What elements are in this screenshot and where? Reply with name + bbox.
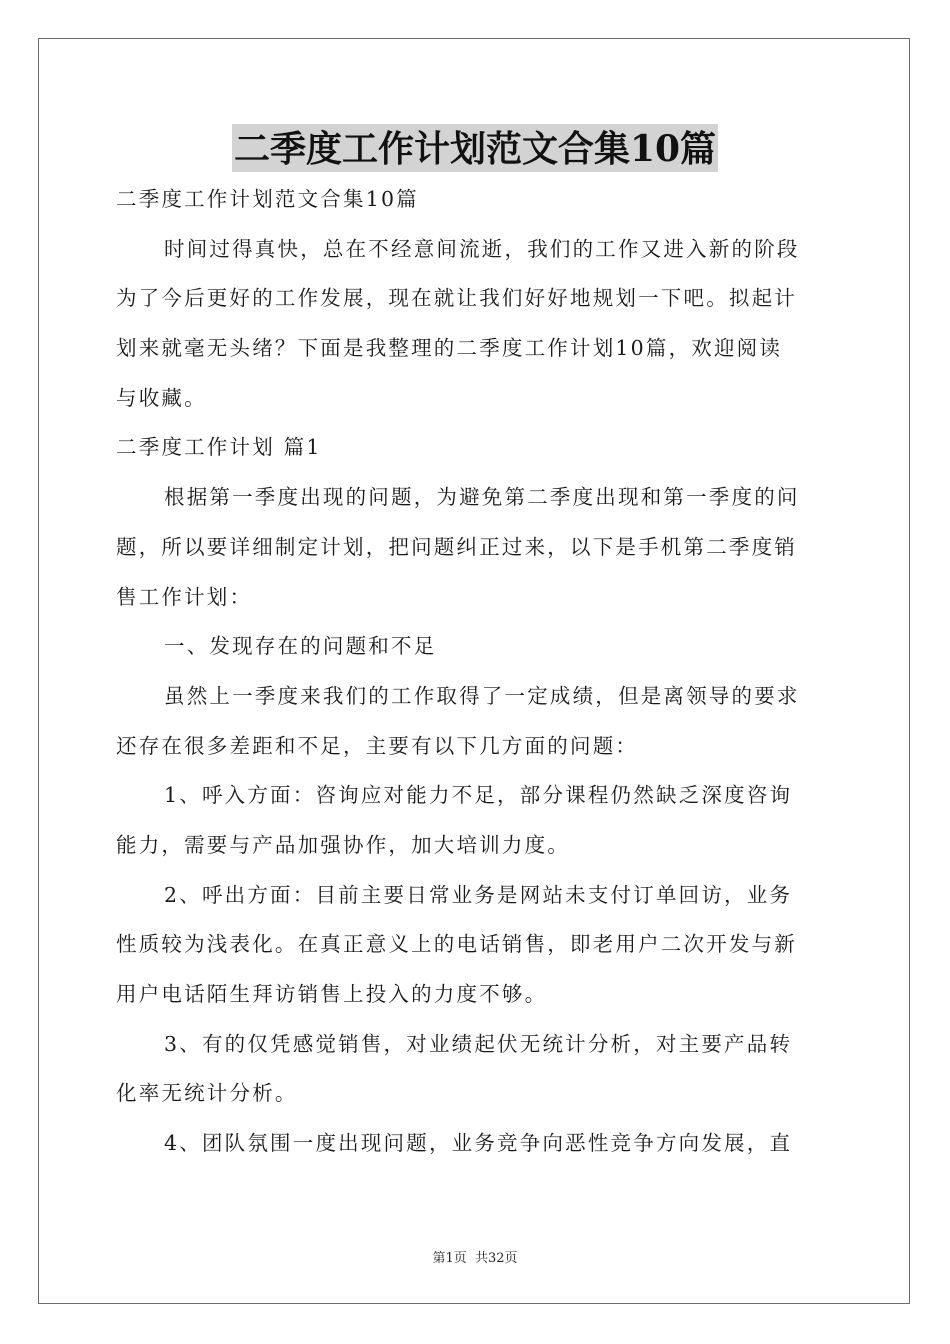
body-line: 为了今后更好的工作发展，现在就让我们好好地规划一下吧。拟起计 <box>116 286 797 311</box>
body-line: 二季度工作计划范文合集10篇 <box>116 187 419 211</box>
body-line: 能力，需要与产品加强协作，加大培训力度。 <box>116 832 570 857</box>
body-line: 2、呼出方面：目前主要日常业务是网站未支付订单回访，业务 <box>164 882 793 907</box>
document-body <box>116 180 836 1174</box>
body-line: 售工作计划： <box>116 584 253 609</box>
document-title: 二季度工作计划范文合集10篇 <box>232 124 718 172</box>
body-line: 用户电话陌生拜访销售上投入的力度不够。 <box>116 982 548 1006</box>
body-line: 二季度工作计划 篇1 <box>116 435 322 460</box>
body-line: 化率无统计分析。 <box>116 1081 298 1106</box>
body-line: 与收藏。 <box>116 385 207 410</box>
body-line: 4、团队氛围一度出现问题，业务竞争向恶性竞争方向发展，直 <box>164 1131 793 1156</box>
page-footer <box>0 1247 950 1266</box>
body-line: 一、发现存在的问题和不足 <box>164 634 437 659</box>
title-container <box>0 124 950 172</box>
body-line: 还存在很多差距和不足，主要有以下几方面的问题： <box>116 733 639 758</box>
body-line: 划来就毫无头绪？下面是我整理的二季度工作计划10篇，欢迎阅读 <box>116 336 783 361</box>
body-line: 时间过得真快，总在不经意间流逝，我们的工作又进入新的阶段 <box>164 236 800 261</box>
page-number: 第1页 <box>432 1251 467 1266</box>
body-line: 虽然上一季度来我们的工作取得了一定成绩，但是离领导的要求 <box>164 683 800 708</box>
page-total: 共32页 <box>474 1251 518 1266</box>
body-line: 性质较为浅表化。在真正意义上的电话销售，即老用户二次开发与新 <box>116 932 797 957</box>
body-line: 3、有的仅凭感觉销售，对业绩起伏无统计分析，对主要产品转 <box>164 1031 793 1056</box>
body-line: 题，所以要详细制定计划，把问题纠正过来，以下是手机第二季度销 <box>116 534 797 559</box>
body-line: 1、呼入方面：咨询应对能力不足，部分课程仍然缺乏深度咨询 <box>164 783 793 808</box>
body-line: 根据第一季度出现的问题，为避免第二季度出现和第一季度的问 <box>164 485 800 510</box>
